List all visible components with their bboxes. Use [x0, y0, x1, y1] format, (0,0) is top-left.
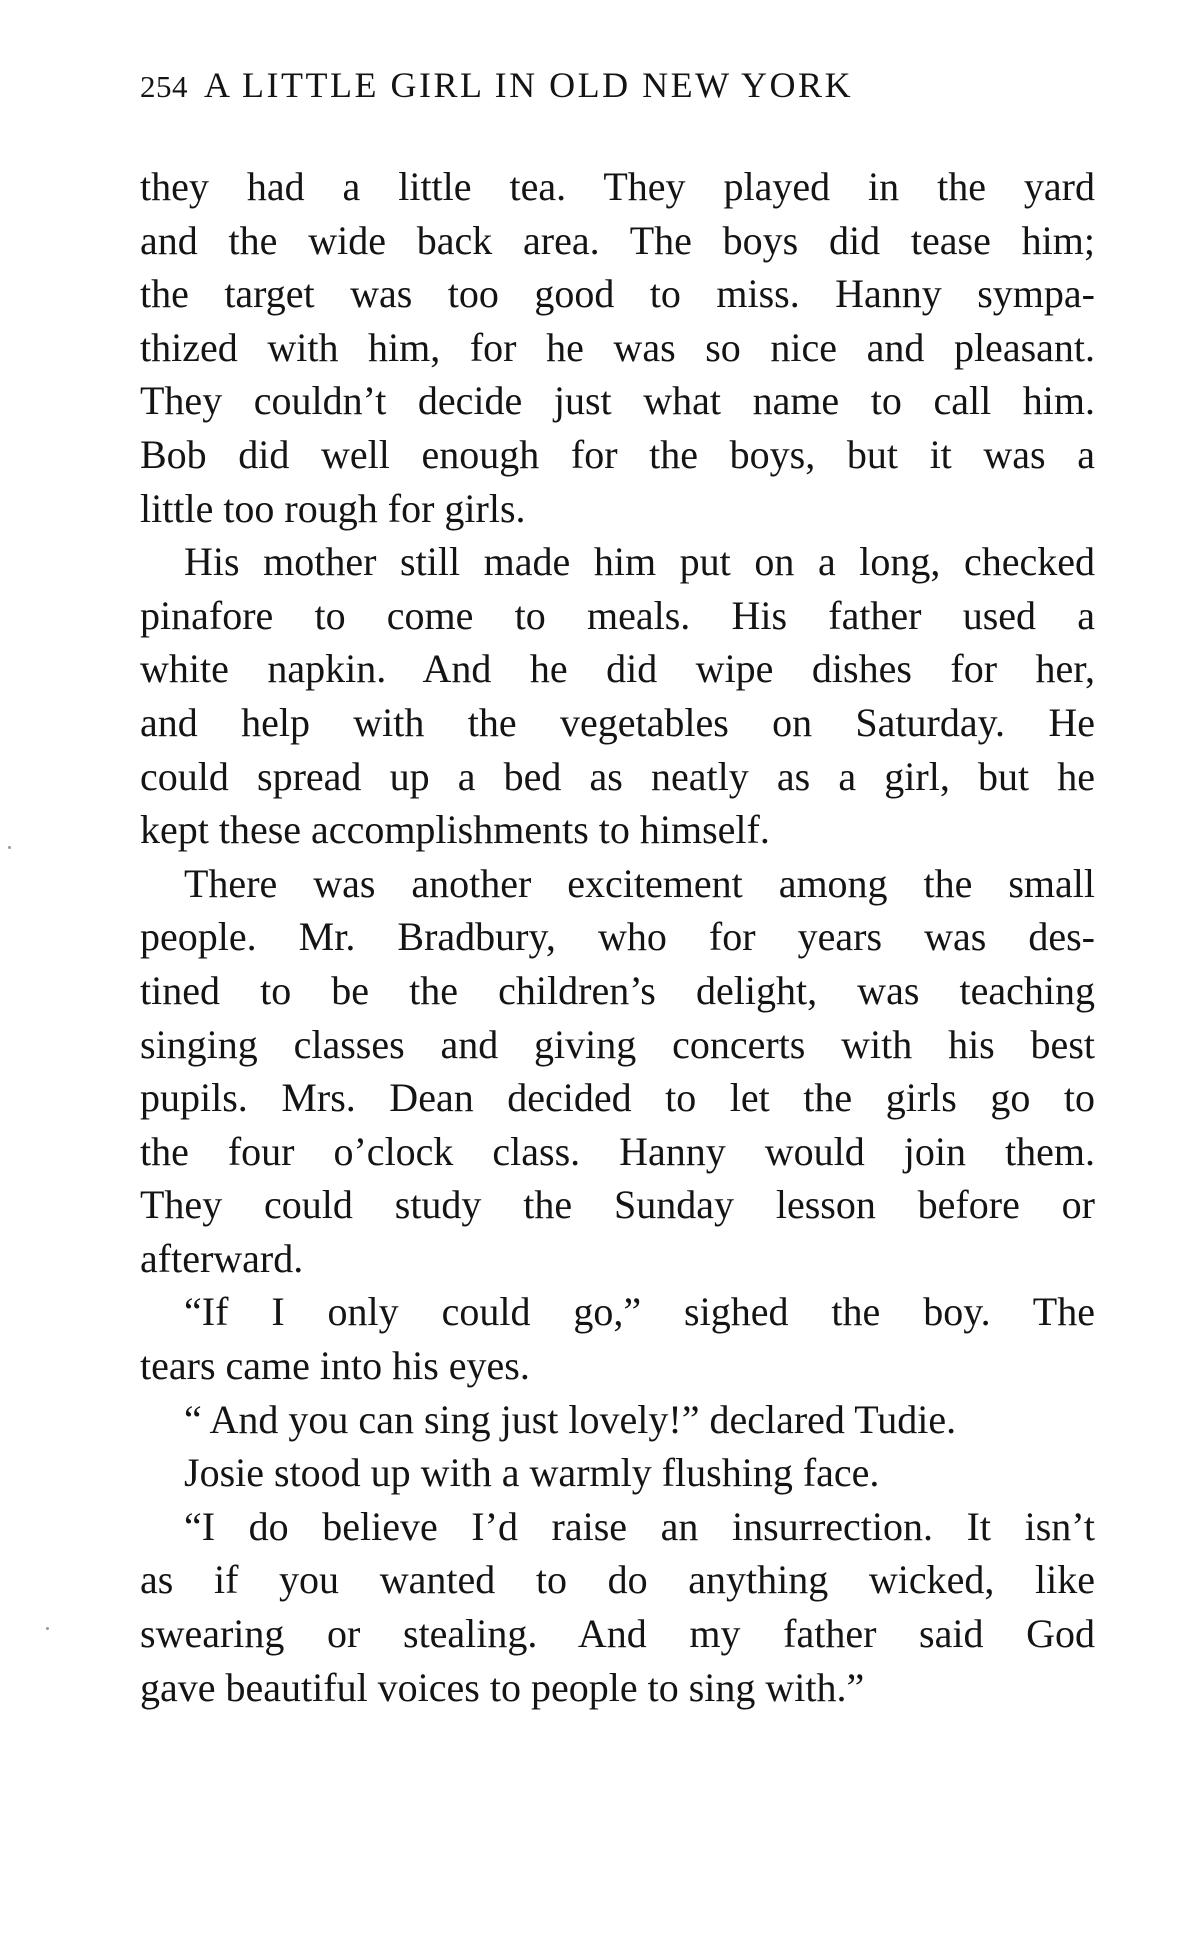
- text-line: “If I only could go,” sighed the boy. The: [184, 1289, 1095, 1335]
- body-text: [140, 160, 1095, 1714]
- text-line: gave beautiful voices to people to sing with.”: [140, 1664, 865, 1710]
- text-line: swearing or stealing. And my father said God: [140, 1611, 1095, 1657]
- text-line: His mother still made him put on a long, checked: [184, 539, 1095, 585]
- page-number: 254: [140, 69, 188, 104]
- text-line: Bob did well enough for the boys, but it was a: [140, 431, 1095, 477]
- text-line: They couldn’t decide just what name to call him.: [140, 378, 1095, 424]
- text-line: and help with the vegetables on Saturday. He: [140, 699, 1095, 745]
- text-line: singing classes and giving concerts with his best: [140, 1021, 1095, 1067]
- book-page: [140, 62, 1095, 1714]
- stray-speck-1: [8, 846, 11, 849]
- text-line: the four o’clock class. Hanny would join them.: [140, 1128, 1095, 1174]
- text-line: They could study the Sunday lesson before or: [140, 1182, 1095, 1228]
- text-line: afterward.: [140, 1235, 304, 1281]
- text-line: “I do believe I’d raise an insurrection. It isn’t: [184, 1503, 1095, 1549]
- running-head: [140, 62, 1095, 108]
- text-line: white napkin. And he did wipe dishes for her,: [140, 646, 1095, 692]
- text-line: “ And you can sing just lovely!” declared Tudie.: [184, 1396, 957, 1442]
- text-line: Josie stood up with a warmly flushing face.: [184, 1450, 880, 1496]
- text-line: people. Mr. Bradbury, who for years was des-: [140, 914, 1095, 960]
- text-line: There was another excitement among the small: [184, 860, 1095, 906]
- stray-speck-2: [46, 1627, 49, 1630]
- running-title: A LITTLE GIRL IN OLD NEW YORK: [204, 65, 854, 105]
- text-line: kept these accomplishments to himself.: [140, 807, 770, 853]
- text-line: little too rough for girls.: [140, 485, 526, 531]
- text-line: they had a little tea. They played in the yard: [140, 164, 1095, 209]
- text-line: pupils. Mrs. Dean decided to let the girls go to: [140, 1075, 1095, 1121]
- text-line: and the wide back area. The boys did tease him;: [140, 217, 1095, 263]
- text-line: could spread up a bed as neatly as a girl, but he: [140, 753, 1095, 799]
- text-line: thized with him, for he was so nice and pleasant.: [140, 324, 1095, 370]
- text-line: the target was too good to miss. Hanny sympa-: [140, 271, 1095, 317]
- text-line: tined to be the children’s delight, was teaching: [140, 967, 1095, 1013]
- text-line: as if you wanted to do anything wicked, like: [140, 1557, 1095, 1603]
- text-line: pinafore to come to meals. His father used a: [140, 592, 1095, 638]
- text-line: tears came into his eyes.: [140, 1343, 530, 1389]
